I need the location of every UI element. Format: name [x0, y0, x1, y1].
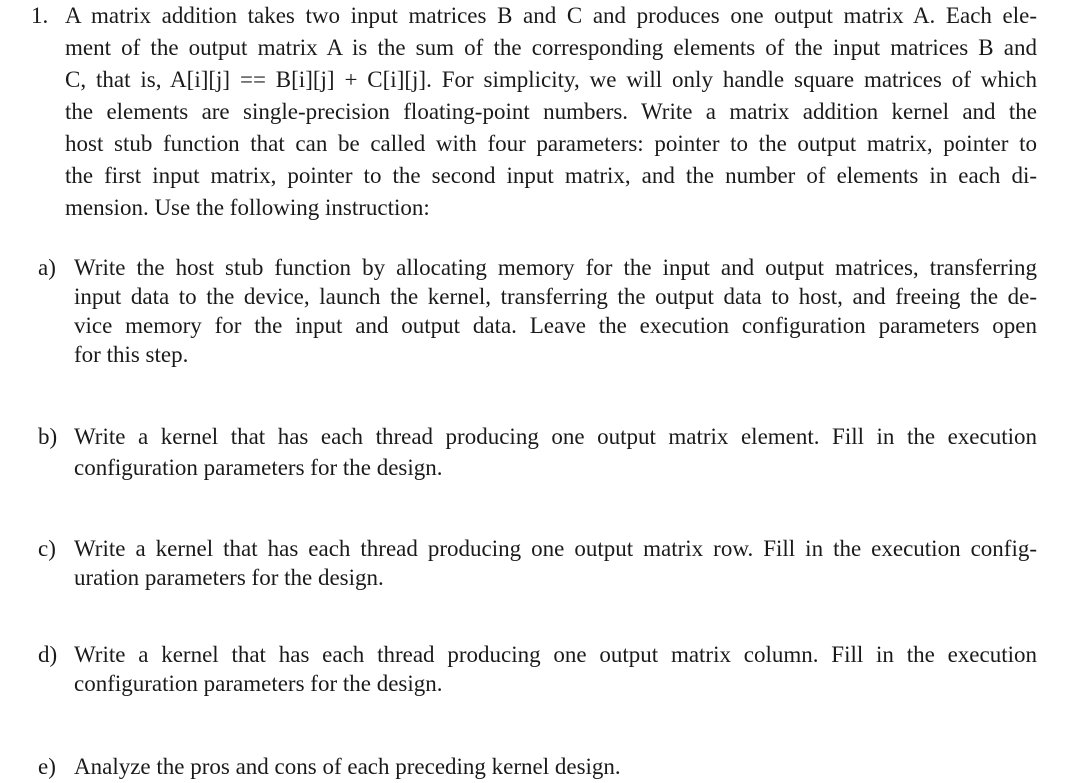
problem-line: C, that is, A[i][j] == B[i][j] + C[i][j]. For simplicity, we will only handle square matrices of which: [65, 67, 1037, 92]
part-label: b): [38, 424, 58, 449]
problem-line: ment of the output matrix A is the sum of the corresponding elements of the input matrices B and: [65, 35, 1037, 60]
part-label: e): [38, 754, 56, 779]
part-line: Write the host stub function by allocating memory for the input and output matrices, transferring: [74, 255, 1037, 280]
part-line: input data to the device, launch the kernel, transferring the output data to host, and freeing the de-: [74, 284, 1037, 309]
part-label: d): [38, 642, 58, 667]
part-line: uration parameters for the design.: [74, 565, 384, 590]
problem-line: mension. Use the following instruction:: [65, 195, 430, 220]
part-line: Analyze the pros and cons of each preceding kernel design.: [74, 754, 621, 779]
problem-number: 1.: [31, 3, 49, 28]
problem-line: the first input matrix, pointer to the second input matrix, and the number of elements in each di-: [65, 163, 1037, 188]
part-line: Write a kernel that has each thread producing one output matrix column. Fill in the execution: [74, 642, 1037, 667]
part-line: configuration parameters for the design.: [74, 671, 443, 696]
part-line: vice memory for the input and output data. Leave the execution configuration parameters open: [74, 313, 1037, 338]
problem-line: A matrix addition takes two input matrices B and C and produces one output matrix A. Each ele-: [65, 3, 1037, 28]
part-label: a): [38, 255, 56, 280]
part-label: c): [38, 536, 56, 561]
part-line: Write a kernel that has each thread producing one output matrix element. Fill in the execution: [74, 424, 1037, 449]
problem-line: the elements are single-precision floating-point numbers. Write a matrix addition kernel and the: [65, 99, 1037, 124]
part-line: for this step.: [74, 342, 189, 367]
part-line: Write a kernel that has each thread producing one output matrix row. Fill in the execution config-: [74, 536, 1037, 561]
part-line: configuration parameters for the design.: [74, 455, 443, 480]
problem-line: host stub function that can be called with four parameters: pointer to the output matrix, pointer to: [65, 131, 1037, 156]
